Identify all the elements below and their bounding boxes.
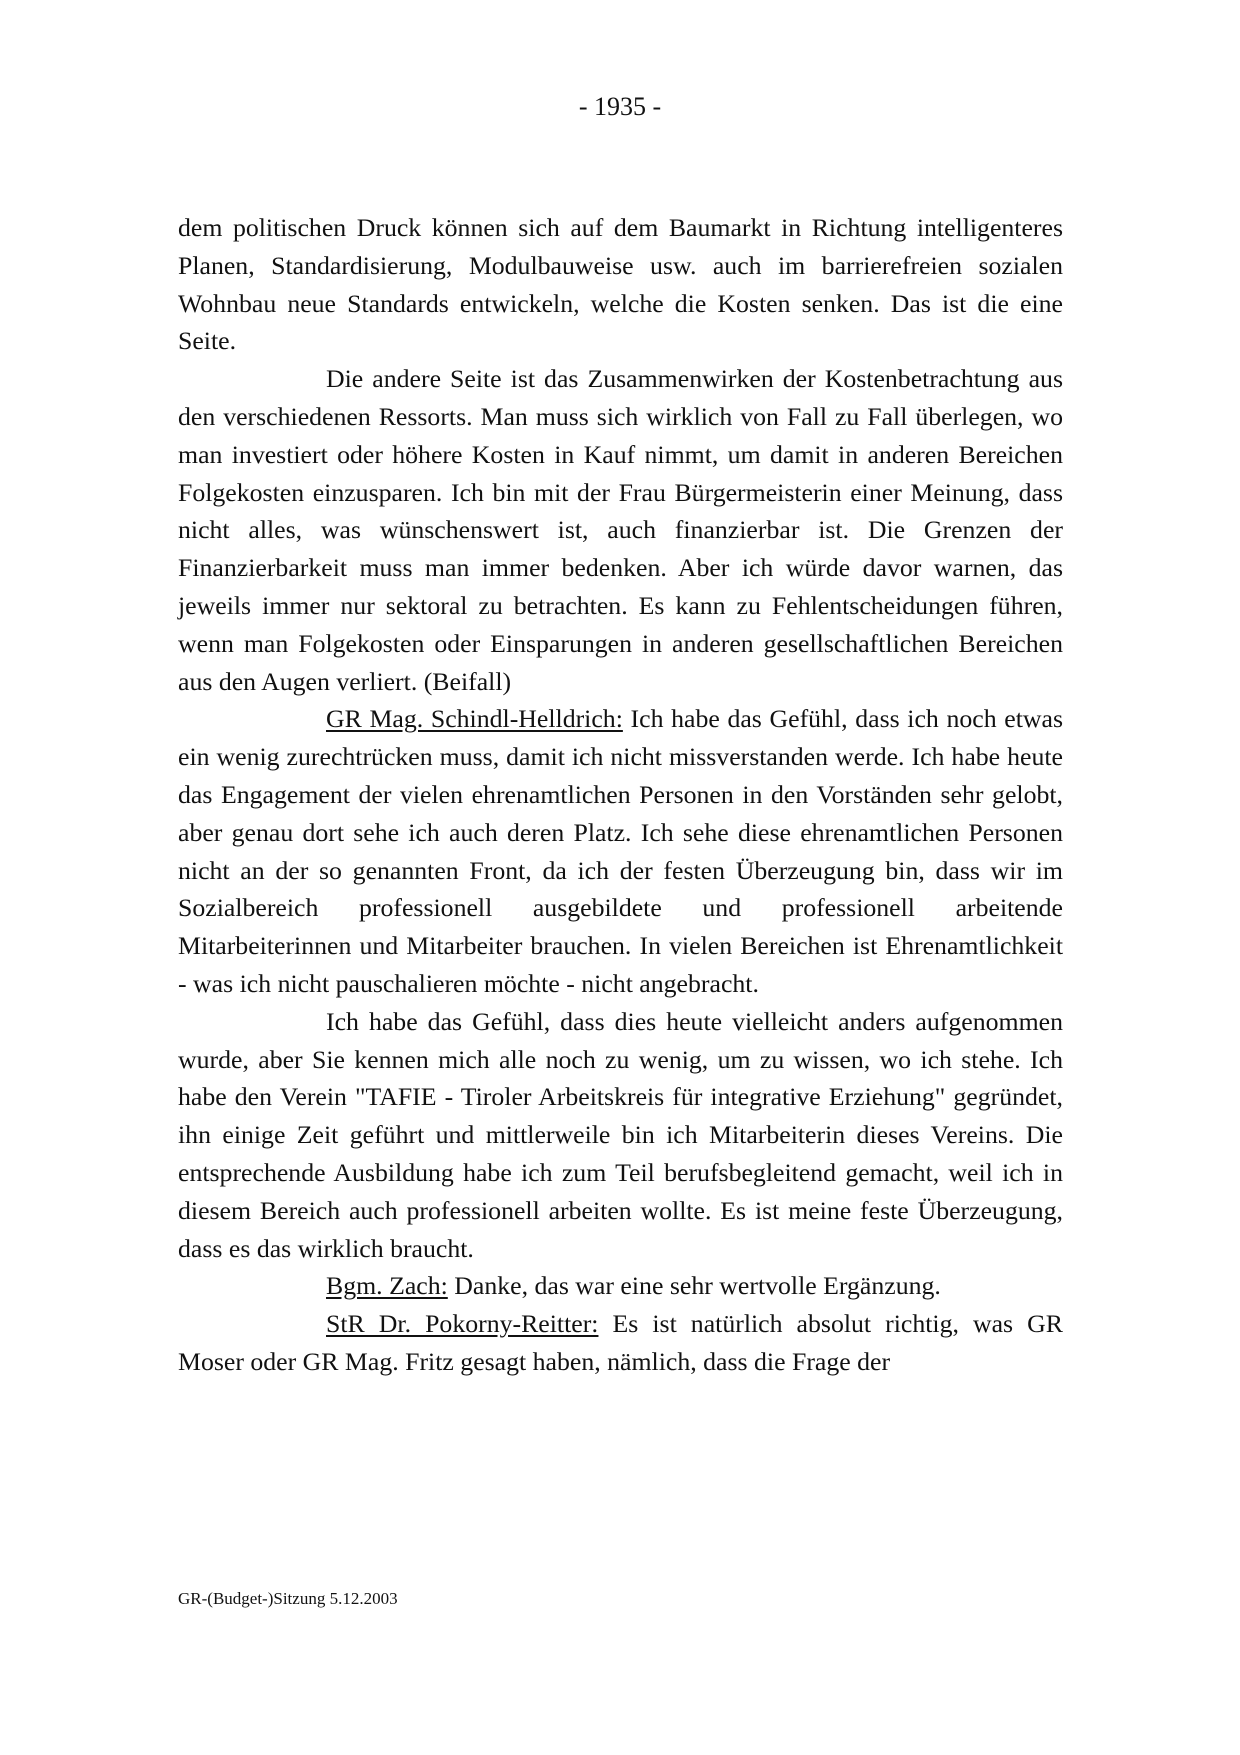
speaker-name: Bgm. Zach: (326, 1271, 448, 1301)
paragraph-text: dem politischen Druck können sich auf dem Baumarkt in Richtung intelligenteres Planen, Standardisierung, Modulbauweise usw. auch im barrierefreien sozialen Wohnbau neue Standards entwickeln, welche die Kosten senken. Das ist die eine Seite. (178, 213, 1063, 356)
paragraph-text: Ich habe das Gefühl, dass ich noch etwas ein wenig zurechtrücken muss, damit ich nicht missverstanden werde. Ich habe heute das Engagement der vielen ehrenamtlichen Personen in den Vorständen sehr gelobt, aber genau dort sehe ich auch deren Platz. Ich sehe diese ehrenamtlichen Personen nicht an der so genannten Front, da ich der festen Überzeugung bin, dass wir im Sozialbereich professionell ausgebildete und professionell arbeitende Mitarbeiterinnen und Mitarbeiter brauchen. In vielen Bereichen ist Ehrenamtlichkeit - was ich nicht pauschalieren möchte - nicht angebracht. (178, 704, 1063, 998)
paragraph-text: Ich habe das Gefühl, dass dies heute vielleicht anders aufgenommen wurde, aber Sie kennen mich alle noch zu wenig, um zu wissen, wo ich stehe. Ich habe den Verein "TAFIE - Tiroler Arbeitskreis für integrative Erziehung" gegründet, ihn einige Zeit geführt und mittlerweile bin ich Mitarbeiterin dieses Vereins. Die entsprechende Ausbildung habe ich zum Teil berufsbegleitend gemacht, weil ich in diesem Bereich auch professionell arbeiten wollte. Es ist meine feste Überzeugung, dass es das wirklich braucht. (178, 1006, 1063, 1263)
paragraph (178, 1003, 1063, 1268)
paragraph-text: Es ist natürlich absolut richtig, was GR Moser oder GR Mag. Fritz gesagt haben, nämlich, dass die Frage der (178, 1309, 1063, 1376)
paragraph-text: Die andere Seite ist das Zusammenwirken der Kostenbetrachtung aus den verschiedenen Ressorts. Man muss sich wirklich von Fall zu Fall überlegen, wo man investiert oder höhere Kosten in Kauf nimmt, um damit in anderen Bereichen Folgekosten einzusparen. Ich bin mit der Frau Bürgermeisterin einer Meinung, dass nicht alles, was wünschenswert ist, auch finanzierbar ist. Die Grenzen der Finanzierbarkeit muss man immer bedenken. Aber ich würde davor warnen, das jeweils immer nur sektoral zu betrachten. Es kann zu Fehlentscheidungen führen, wenn man Folgekosten oder Einsparungen in anderen gesellschaftlichen Bereichen aus den Augen verliert. (Beifall) (178, 364, 1063, 696)
speaker-name: StR Dr. Pokorny-Reitter: (326, 1309, 599, 1339)
footer-session-label: GR-(Budget-)Sitzung 5.12.2003 (178, 1589, 398, 1608)
speaker-name: GR Mag. Schindl-Helldrich: (326, 704, 623, 734)
speech-schindl-helldrich (178, 700, 1063, 1002)
page-number: - 1935 - (578, 92, 662, 121)
body-text (178, 209, 1063, 1381)
paragraph (178, 360, 1063, 700)
speech-zach (178, 1267, 1063, 1305)
speech-pokorny-reitter (178, 1305, 1063, 1381)
paragraph-text: Danke, das war eine sehr wertvolle Ergänzung. (447, 1271, 941, 1301)
paragraph-continuation (178, 209, 1063, 360)
